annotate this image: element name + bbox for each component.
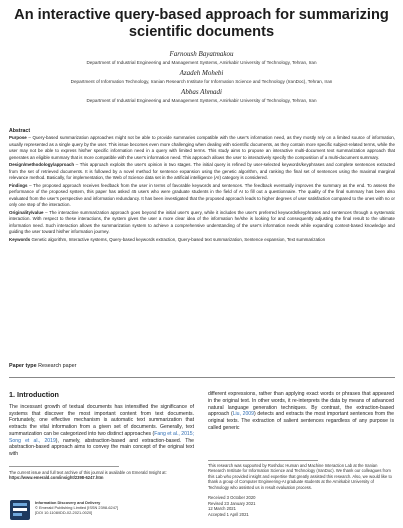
body-text: different expressions, rather than applying exact words or phrases that appeared in the original text. In other words, it re-interprets the data by means of advanced natural language generation techniques. By contrast, the extraction-based approach (: [208, 391, 394, 418]
body-text: ), namely, abstraction-based and extraction-based. The abstraction-based approach aims to convey the main concept of the original text with: [9, 437, 194, 457]
author-affiliation: Department of Industrial Engineering and Management Systems, Amirkabir University of Technology, Tehran, Iran: [86, 60, 317, 65]
abstract: [9, 128, 395, 245]
journal-name: Information Discovery and Delivery: [35, 500, 101, 505]
paper-type-label: Paper type: [9, 363, 37, 369]
author-name: Farnoush Bayatmakou: [169, 50, 234, 58]
archive-link[interactable]: https://www.emerald.com/insight/2398-6247.htm: [9, 475, 104, 481]
author-name: Azadeh Mohebi: [179, 69, 224, 77]
abstract-findings: [9, 183, 395, 209]
footnote-divider: [9, 466, 119, 467]
divider: [9, 377, 395, 378]
paper-title: An interactive query-based approach for summarizing scientific documents: [14, 7, 389, 40]
body-column-left: [9, 392, 194, 458]
abstract-text: – Query-based summarization approaches might not be able to provide summaries compatible with the user's information need, as they mostly rely on a limited source of information, usually represented as a single query by the user. This issue becomes even more challenging when dealing with scientific documents, as they contain more specific subject-related terms, while the user may not be able to express his/her specific information need in a query with limited terms. This study aims to propose an interactive multi-document text summarization approach that generates an eligible summary that is more compatible with the user's information need. This approach allows the user to interactively specify the composition of a multi-document summary.: [9, 135, 395, 160]
footnote-divider: [208, 460, 318, 461]
paper-type: [9, 363, 76, 369]
abstract-originality: [9, 210, 395, 236]
body-text: The incessant growth of textual documents has intensified the significance of systems that discover the most important content from text documents. Fortunately, one effective mechanism is automatic text summarization that extracts the vital information from a given set of documents. Generally, text summarization can be categorized into two distinct approaches (: [9, 403, 194, 437]
body-column-right: [208, 391, 394, 432]
body-text: ) detects and extracts the most important sentences from the original texts. The extraction of salient sentences regardless of any purpose is called generic: [208, 411, 394, 431]
journal-logo-icon: [9, 499, 31, 521]
journal-info: [9, 494, 199, 524]
keywords-text: Genetic algorithm, Interactive systems, Query-based keywords extraction, Query-based text summarization, Sentence expansion, Text summarization: [30, 237, 326, 243]
abstract-text: – This approach exploits the user's opinion in two stages. The initial query is refined by user-selected keywords/keyphrases and complete sentences extracted from the set of retrieved documents. It is followed by a novel method for sentence expansion using the genetic algorithm, and ranking the final set of sentences using the maximal marginal relevance method. Basically, for implementation, the Web of Science data set in the artificial intelligence (AI) category is considered.: [9, 162, 395, 181]
abstract-purpose: [9, 135, 395, 161]
footnote-text: The current issue and full text archive of this journal is available on Emerald Insight at:: [9, 470, 167, 475]
journal-doi: [DOI 10.1108/IDD-02-2021-0020]: [35, 509, 93, 515]
abstract-label: Originality/value: [9, 210, 44, 216]
abstract-heading: Abstract: [9, 128, 31, 134]
footnote-acknowledgement: This research was supported by Roshdoc Human and Machine Interaction Lab at the Iranian Research Institute for Information Science and Technology (IranDoc). We thank our colleagues from this Lab who provided insight and expertise that greatly assisted this research. Also, we would like to thank a group of Computer Engineering-AI graduate students at the Amirkabir University of Technology who assisted us in result evaluation process.: [208, 463, 392, 490]
footnote-archive: [9, 470, 194, 481]
date-revised: 12 March 2021: [208, 506, 236, 511]
abstract-text: – The proposed approach receives feedback from the user in terms of favorable keywords and sentences. The feedback eventually improves the summary as the end. To assess the performance of the proposed system, this paper has asked 45 users who were graduate students in the field of AI to fill out a questionnaire. The quality of the final summary has been also evaluated from the user's perspective and information redundancy. It has been investigated that the proposed approach leads to higher degrees of user satisfaction compared to the ones with no or only one step of the interaction.: [9, 183, 395, 208]
abstract-label: Findings: [9, 183, 28, 189]
journal-text: [35, 501, 118, 516]
journal-publisher: © Emerald Publishing Limited [ISSN 2398-6247]: [35, 504, 119, 510]
date-received: Received 3 October 2020: [208, 495, 256, 500]
keywords-label: Keywords: [9, 237, 31, 243]
date-revised: Revised 23 January 2021: [208, 500, 256, 506]
author-name: Abbas Ahmadi: [181, 88, 222, 96]
keywords: [9, 237, 395, 243]
author-affiliation: Department of Information Technology, Iranian Research Institute for Information Science and Technology (IranDoc), Tehran, Iran: [70, 79, 333, 84]
section-heading: 1. Introduction: [9, 390, 59, 399]
abstract-label: Purpose: [9, 135, 27, 141]
paper-type-value: Research paper: [36, 363, 77, 369]
abstract-label: Design/methodology/approach: [9, 162, 75, 168]
abstract-design: [9, 162, 395, 181]
author-affiliation: Department of Industrial Engineering and Management Systems, Amirkabir University of Technology, Tehran, Iran: [86, 98, 317, 103]
abstract-text: – The interactive summarization approach goes beyond the initial user's query, while it includes the user's preferred keywords/keyphrases and sentences through a systematic interaction. With respect to these interactions, the system gives the user a more clear idea of the information he/she is looking for and consequently adjusting the final result to the ultimate information need. Such interaction allows the summarization system to achieve a comprehensive understanding of the user's information needs while expanding context-based knowledge and guiding the user toward his/her information journey.: [9, 210, 395, 235]
date-accepted: Accepted 1 April 2021: [208, 511, 249, 517]
citation-link[interactable]: Liu, 2009: [232, 411, 254, 418]
citation-link[interactable]: Fang et al., 2015; Song et al., 2019: [9, 430, 194, 444]
article-dates: [208, 495, 256, 517]
